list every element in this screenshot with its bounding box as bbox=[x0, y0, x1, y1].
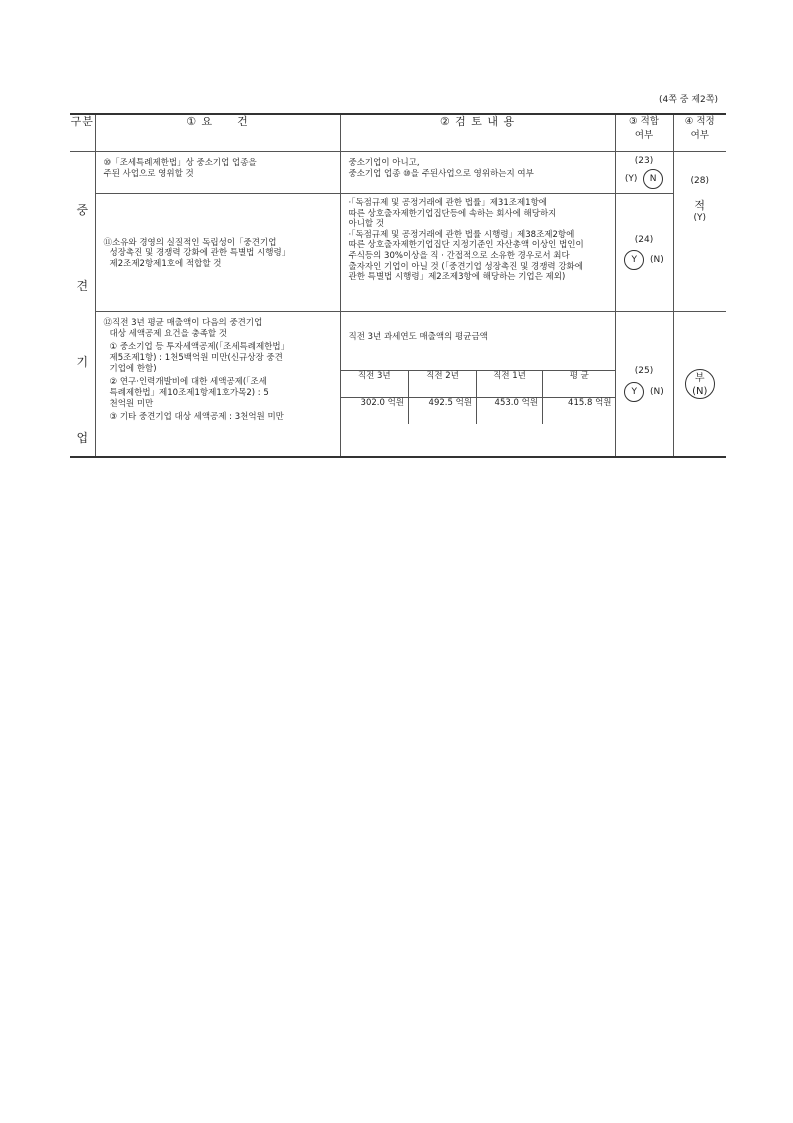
sales-header: 평 균 bbox=[543, 371, 616, 398]
proper-circled bbox=[685, 369, 715, 399]
sales-header: 직전 1년 bbox=[477, 371, 543, 398]
header-review: ② 검 토 내 용 bbox=[340, 114, 615, 152]
review-cell: 중소기업이 아니고, 중소기업 업종 ⑩을 주된사업으로 영위하는지 여부 bbox=[340, 152, 615, 194]
category-char: 업 bbox=[76, 431, 89, 445]
category-cell bbox=[70, 152, 95, 458]
fit-number: (23) bbox=[634, 156, 654, 167]
fit-cell: (23) (Y) N bbox=[615, 152, 673, 194]
review-cell: ·「독점규제 및 공정거래에 관한 법률」제31조제1항에 따른 상호출자제한기업집단등에 속하는 회사에 해당하지 아니할 것 ·「독점규제 및 공정거래에 관한 법률 시행령」제38조제2항에 따른 상호출자제한기업집단 지정기준인 자산총액 이상인 법인이 주식등의 30%이상을 직 · 간접적으로 소유한 경우로서 최다 출자자인 기업이 아닐 것 (「중견기업 성장촉진 및 경쟁력 강화에 관한 특별법 시행령」제2조제3항에 해당하는 기업은 제외) bbox=[340, 193, 615, 311]
category-char: 기 bbox=[76, 355, 89, 369]
requirement-cell: ⑫직전 3년 평균 매출액이 다음의 중견기업 대상 세액공제 요건을 충족할 것 ① 중소기업 등 투자세액공제(「조세특례제한법」 제5조제1항) : 1천5백억원 미만(신규상장 중견 기업에 한함) ② 연구·인력개발비에 대한 세액공제(「조세 특례제한법」제10조제1항제1호가목2) : 5 천억원 미만 ③ 기타 중견기업 대상 세액공제 : 3천억원 미만 bbox=[95, 312, 340, 457]
category-char: 중 bbox=[76, 203, 89, 217]
proper-number: (28) bbox=[690, 176, 709, 186]
table-header-row bbox=[70, 114, 726, 152]
proper-value: 적 bbox=[694, 199, 706, 213]
review-title: 직전 3년 과세연도 매출액의 평균금액 bbox=[348, 332, 488, 343]
header-proper: ④ 적정 여부 bbox=[673, 114, 726, 152]
fit-yes-circled: Y bbox=[624, 382, 644, 402]
header-category: 구분 bbox=[70, 114, 95, 152]
sales-header-row bbox=[341, 371, 616, 398]
sales-table bbox=[341, 370, 616, 424]
sales-header: 직전 3년 bbox=[341, 371, 409, 398]
sales-value: 492.5 억원 bbox=[409, 398, 477, 425]
requirement-cell: ⑩「조세특례제한법」상 중소기업 업종을 주된 사업으로 영위할 것 bbox=[95, 152, 340, 194]
header-fit: ③ 적합 여부 bbox=[615, 114, 673, 152]
fit-no: N bbox=[653, 386, 661, 397]
fit-number: (24) bbox=[634, 234, 654, 245]
table-row bbox=[70, 152, 726, 194]
fit-yes: Y bbox=[628, 173, 634, 184]
sales-value: 453.0 억원 bbox=[477, 398, 543, 425]
table-row bbox=[70, 312, 726, 457]
category-char: 견 bbox=[76, 279, 89, 293]
proper-sub: (N) bbox=[692, 386, 708, 398]
proper-cell-bottom bbox=[673, 312, 726, 457]
table-row bbox=[70, 193, 726, 311]
requirement-cell: ⑪소유와 경영의 실질적인 독립성이「중견기업 성장촉진 및 경쟁력 강화에 관한 특별법 시행령」 제2조제2항제1호에 적합할 것 bbox=[95, 193, 340, 311]
sales-header: 직전 2년 bbox=[409, 371, 477, 398]
proper-cell-top bbox=[673, 152, 726, 312]
proper-value: 부 bbox=[694, 373, 705, 385]
sales-value: 302.0 억원 bbox=[341, 398, 409, 425]
fit-yes-circled: Y bbox=[624, 250, 644, 270]
fit-no-circled: N bbox=[643, 169, 663, 189]
header-requirement: ① 요 건 bbox=[95, 114, 340, 152]
fit-cell: (24) Y (N) bbox=[615, 193, 673, 311]
fit-no: N bbox=[653, 255, 661, 266]
sales-value: 415.8 억원 bbox=[543, 398, 616, 425]
page-indicator: (4쪽 중 제2쪽) bbox=[659, 95, 718, 105]
review-cell bbox=[340, 312, 615, 457]
requirements-table bbox=[70, 113, 726, 458]
fit-number: (25) bbox=[634, 366, 654, 377]
sales-value-row bbox=[341, 398, 616, 425]
proper-sub: (Y) bbox=[693, 213, 707, 223]
fit-cell: (25) Y (N) bbox=[615, 312, 673, 457]
